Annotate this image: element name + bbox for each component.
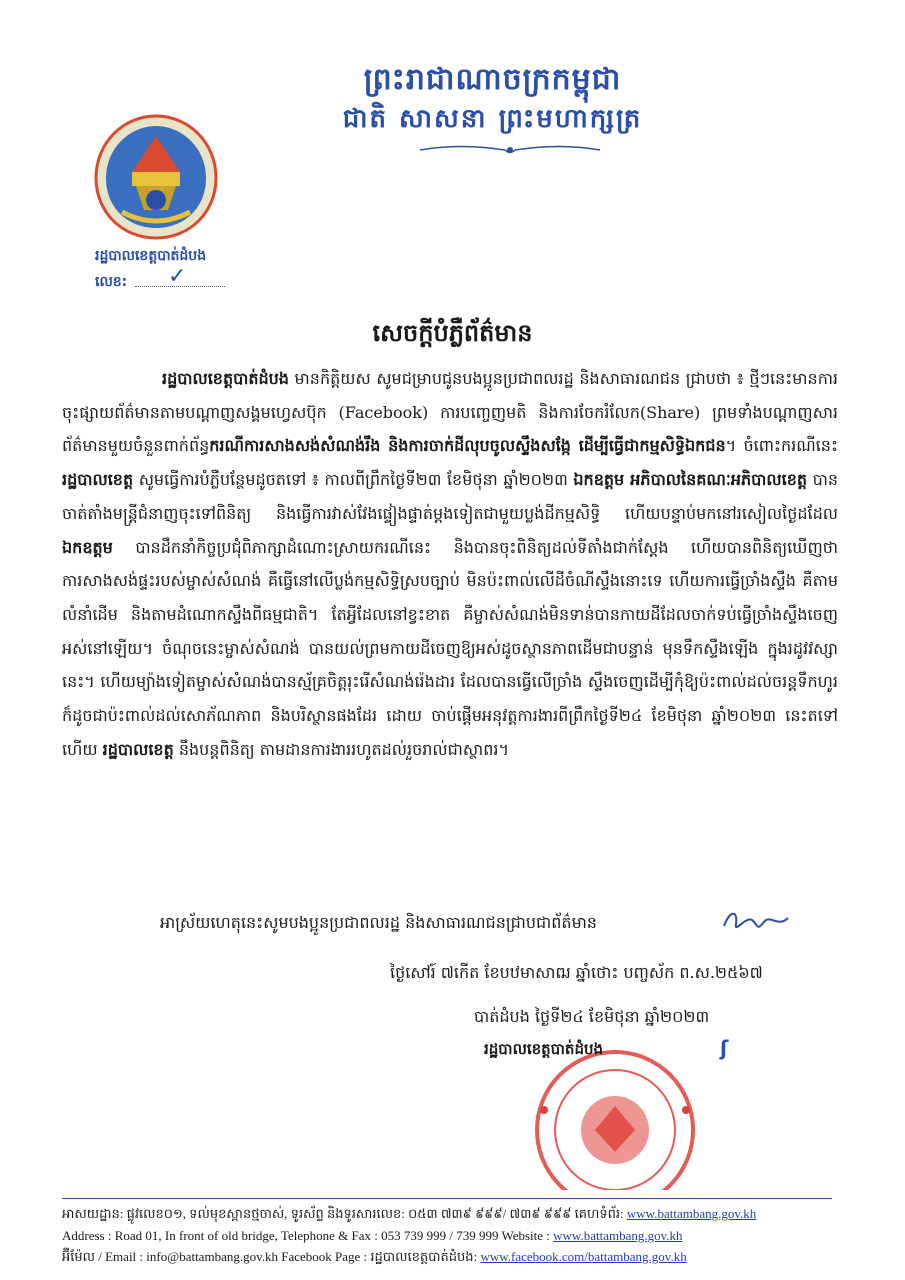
footer-divider <box>62 1198 832 1199</box>
official-stamp-icon <box>520 1040 710 1190</box>
body-emphasis: រដ្ឋបាលខេត្ត <box>102 739 174 759</box>
body-text: នឹងបន្តពិនិត្យ តាមដានការងាររហូតដល់រួចរាល់ជាស្ថាពរ។ <box>173 739 509 759</box>
footer-address-km <box>62 1206 842 1225</box>
website-link[interactable]: www.battambang.gov.kh <box>553 1228 683 1243</box>
body-text: សូមធ្វើការបំភ្លឺបន្ថែមដូចតទៅ ៖ កាលពីព្រឹកថ្ងៃទី២៣ ខែមិថុនា ឆ្នាំ២០២៣ <box>133 470 574 490</box>
document-number-label: លេខ: <box>95 274 128 290</box>
solar-date: បាត់ដំបង ថ្ងៃទី២៤ ខែមិថុនា ឆ្នាំ២០២៣ <box>474 1007 710 1026</box>
lunar-date: ថ្ងៃសៅរ៍ ៧កើត ខែបឋមាសាឍ ឆ្នាំថោះ បញ្ចស័ក ព.ស.២៥៦៧ <box>390 963 763 982</box>
body-paragraph <box>62 362 838 766</box>
footer-contact <box>62 1249 842 1268</box>
signature-mark: ʃ <box>720 1036 729 1060</box>
check-mark-icon: ✓ <box>168 264 187 289</box>
kingdom-title: ព្រះរាជាណាចក្រកម្ពុជា <box>363 62 622 97</box>
body-text: បាន ចាត់តាំងមន្ត្រីជំនាញចុះទៅពិនិត្យ និងធ្វើការវាស់វែងផ្ទៀងផ្ទាត់ម្ដងទៀតជាមួយប្លង់ដីកម្មសិទ្ធិ ហើយបន្ទាប់មកនៅរសៀលថ្ងៃដដែល <box>62 470 839 523</box>
handwritten-initial-icon <box>720 906 792 936</box>
motto: ជាតិ សាសនា ព្រះមហាក្សត្រ <box>342 104 643 134</box>
body-emphasis: ឯកឧត្ដម <box>62 537 113 557</box>
provincial-seal-icon <box>92 112 220 242</box>
footer-text: អាសយដ្ឋាន: ផ្លូវលេខ០១, ទល់មុខស្ពានថ្មចាស់, ទូរស័ព្ទ និងទូរសារលេខ: ០៥៣ ៧៣៩ ៩៩៩/ ៧៣៩ ៩៩៩ គេហទំព័រ: <box>62 1206 627 1221</box>
document-body <box>62 362 838 766</box>
facebook-link[interactable]: www.facebook.com/battambang.gov.kh <box>480 1249 687 1264</box>
ornament-divider-icon <box>410 143 610 157</box>
website-link[interactable]: www.battambang.gov.kh <box>626 1206 757 1221</box>
footer-text: Address : Road 01, In front of old bridge, Telephone & Fax : 053 739 999 / 739 999 Website : <box>62 1228 554 1243</box>
body-emphasis: ឯកឧត្ដម អភិបាលនៃគណៈអភិបាលខេត្ត <box>573 470 808 490</box>
body-text: ។ ចំពោះករណីនេះ <box>725 436 838 456</box>
body-text: មានកិត្តិយស សូមជម្រាបជូនបងប្អូនប្រជាពលរដ្ឋ និងសាធារណជន ជ្រាបថា ៖ ថ្មីៗនេះមានការចុះផ្សាយព័ត៌មានតាមបណ្ដាញសង្គមហ្វេសប៊ុក (Facebook) ការបញ្ចេញមតិ និងការចែករំលែក(Share) ព្រមទាំងបណ្ដាញសារព័ត៌មានមួយចំនួនពាក់ព័ន្ធ <box>62 369 838 456</box>
issuer-name: រដ្ឋបាលខេត្តបាត់ដំបង <box>95 248 207 264</box>
signer-name: រដ្ឋបាលខេត្តបាត់ដំបង <box>484 1040 604 1058</box>
footer-address-en <box>62 1228 842 1244</box>
document-title: សេចក្ដីបំភ្លឺព័ត៌មាន <box>372 319 533 347</box>
body-emphasis: ករណីការសាងសង់សំណង់រឹង និងការចាក់ដីលុបចូលស្ទឹងសង្កែ ដើម្បីធ្វើជាកម្មសិទ្ធិឯកជន <box>209 436 726 456</box>
body-text: បានដឹកនាំកិច្ចប្រជុំពិភាក្សាដំណោះស្រាយករណីនេះ និងបានចុះពិនិត្យដល់ទីតាំងជាក់ស្ដែង ហើយបានពិនិត្យឃើញថា ការសាងសង់ផ្ទះរបស់ម្ចាស់សំណង់ គឺធ្វើនៅលើប្លង់កម្មសិទ្ធិស្របច្បាប់ មិនប៉ះពាល់លើដីចំណីស្ទឹងនោះទេ ហើយការធ្វើច្រាំងស្ទឹង គឺតាមលំនាំដើម និងតាមដំណោកស្ទឹងពីធម្មជាតិ។ តែអ្វីដែលនៅខ្វះខាត គឺម្ចាស់សំណង់មិនទាន់បានកាយដីដែលចាក់ទប់ធ្វើច្រាំងស្ទឹងចេញអស់នៅឡើយ។ ចំណុចនេះម្ចាស់សំណង់ បានយល់ព្រមកាយដីចេញឱ្យអស់ដូចស្ថានភាពដើមជាបន្ទាន់ មុនទឹកស្ទឹងឡើង ក្នុងរដូវវស្សានេះ។ ហើយម្យ៉ាងទៀតម្ចាស់សំណង់បានស្ម័គ្រចិត្តរុះរើសំណង់រ៉េងដារ ដែលបានធ្វើលើច្រាំង ស្ទឹងចេញដើម្បីកុំឱ្យប៉ះពាល់ដល់ចរន្តទឹកហូរ ក៏ដូចជាប៉ះពាល់ដល់សោភ័ណភាព និងបរិស្ថានផងដែរ ដោយ ចាប់ផ្ដើមអនុវត្តការងារពីព្រឹកថ្ងៃទី២៤ ខែមិថុនា ឆ្នាំ២០២៣ នេះតទៅ ហើយ <box>62 537 838 759</box>
footer-text: អ៊ីម៉ែល / Email : info@battambang.gov.kh Facebook Page : រដ្ឋបាលខេត្តបាត់ដំបង: <box>62 1249 481 1264</box>
closing-statement: អាស្រ័យហេតុនេះសូមបងប្អូនប្រជាពលរដ្ឋ និងសាធារណជនជ្រាបជាព័ត៌មាន <box>160 913 597 932</box>
body-lead: រដ្ឋបាលខេត្តបាត់ដំបង <box>162 369 289 388</box>
body-emphasis: រដ្ឋបាលខេត្ត <box>62 470 134 490</box>
